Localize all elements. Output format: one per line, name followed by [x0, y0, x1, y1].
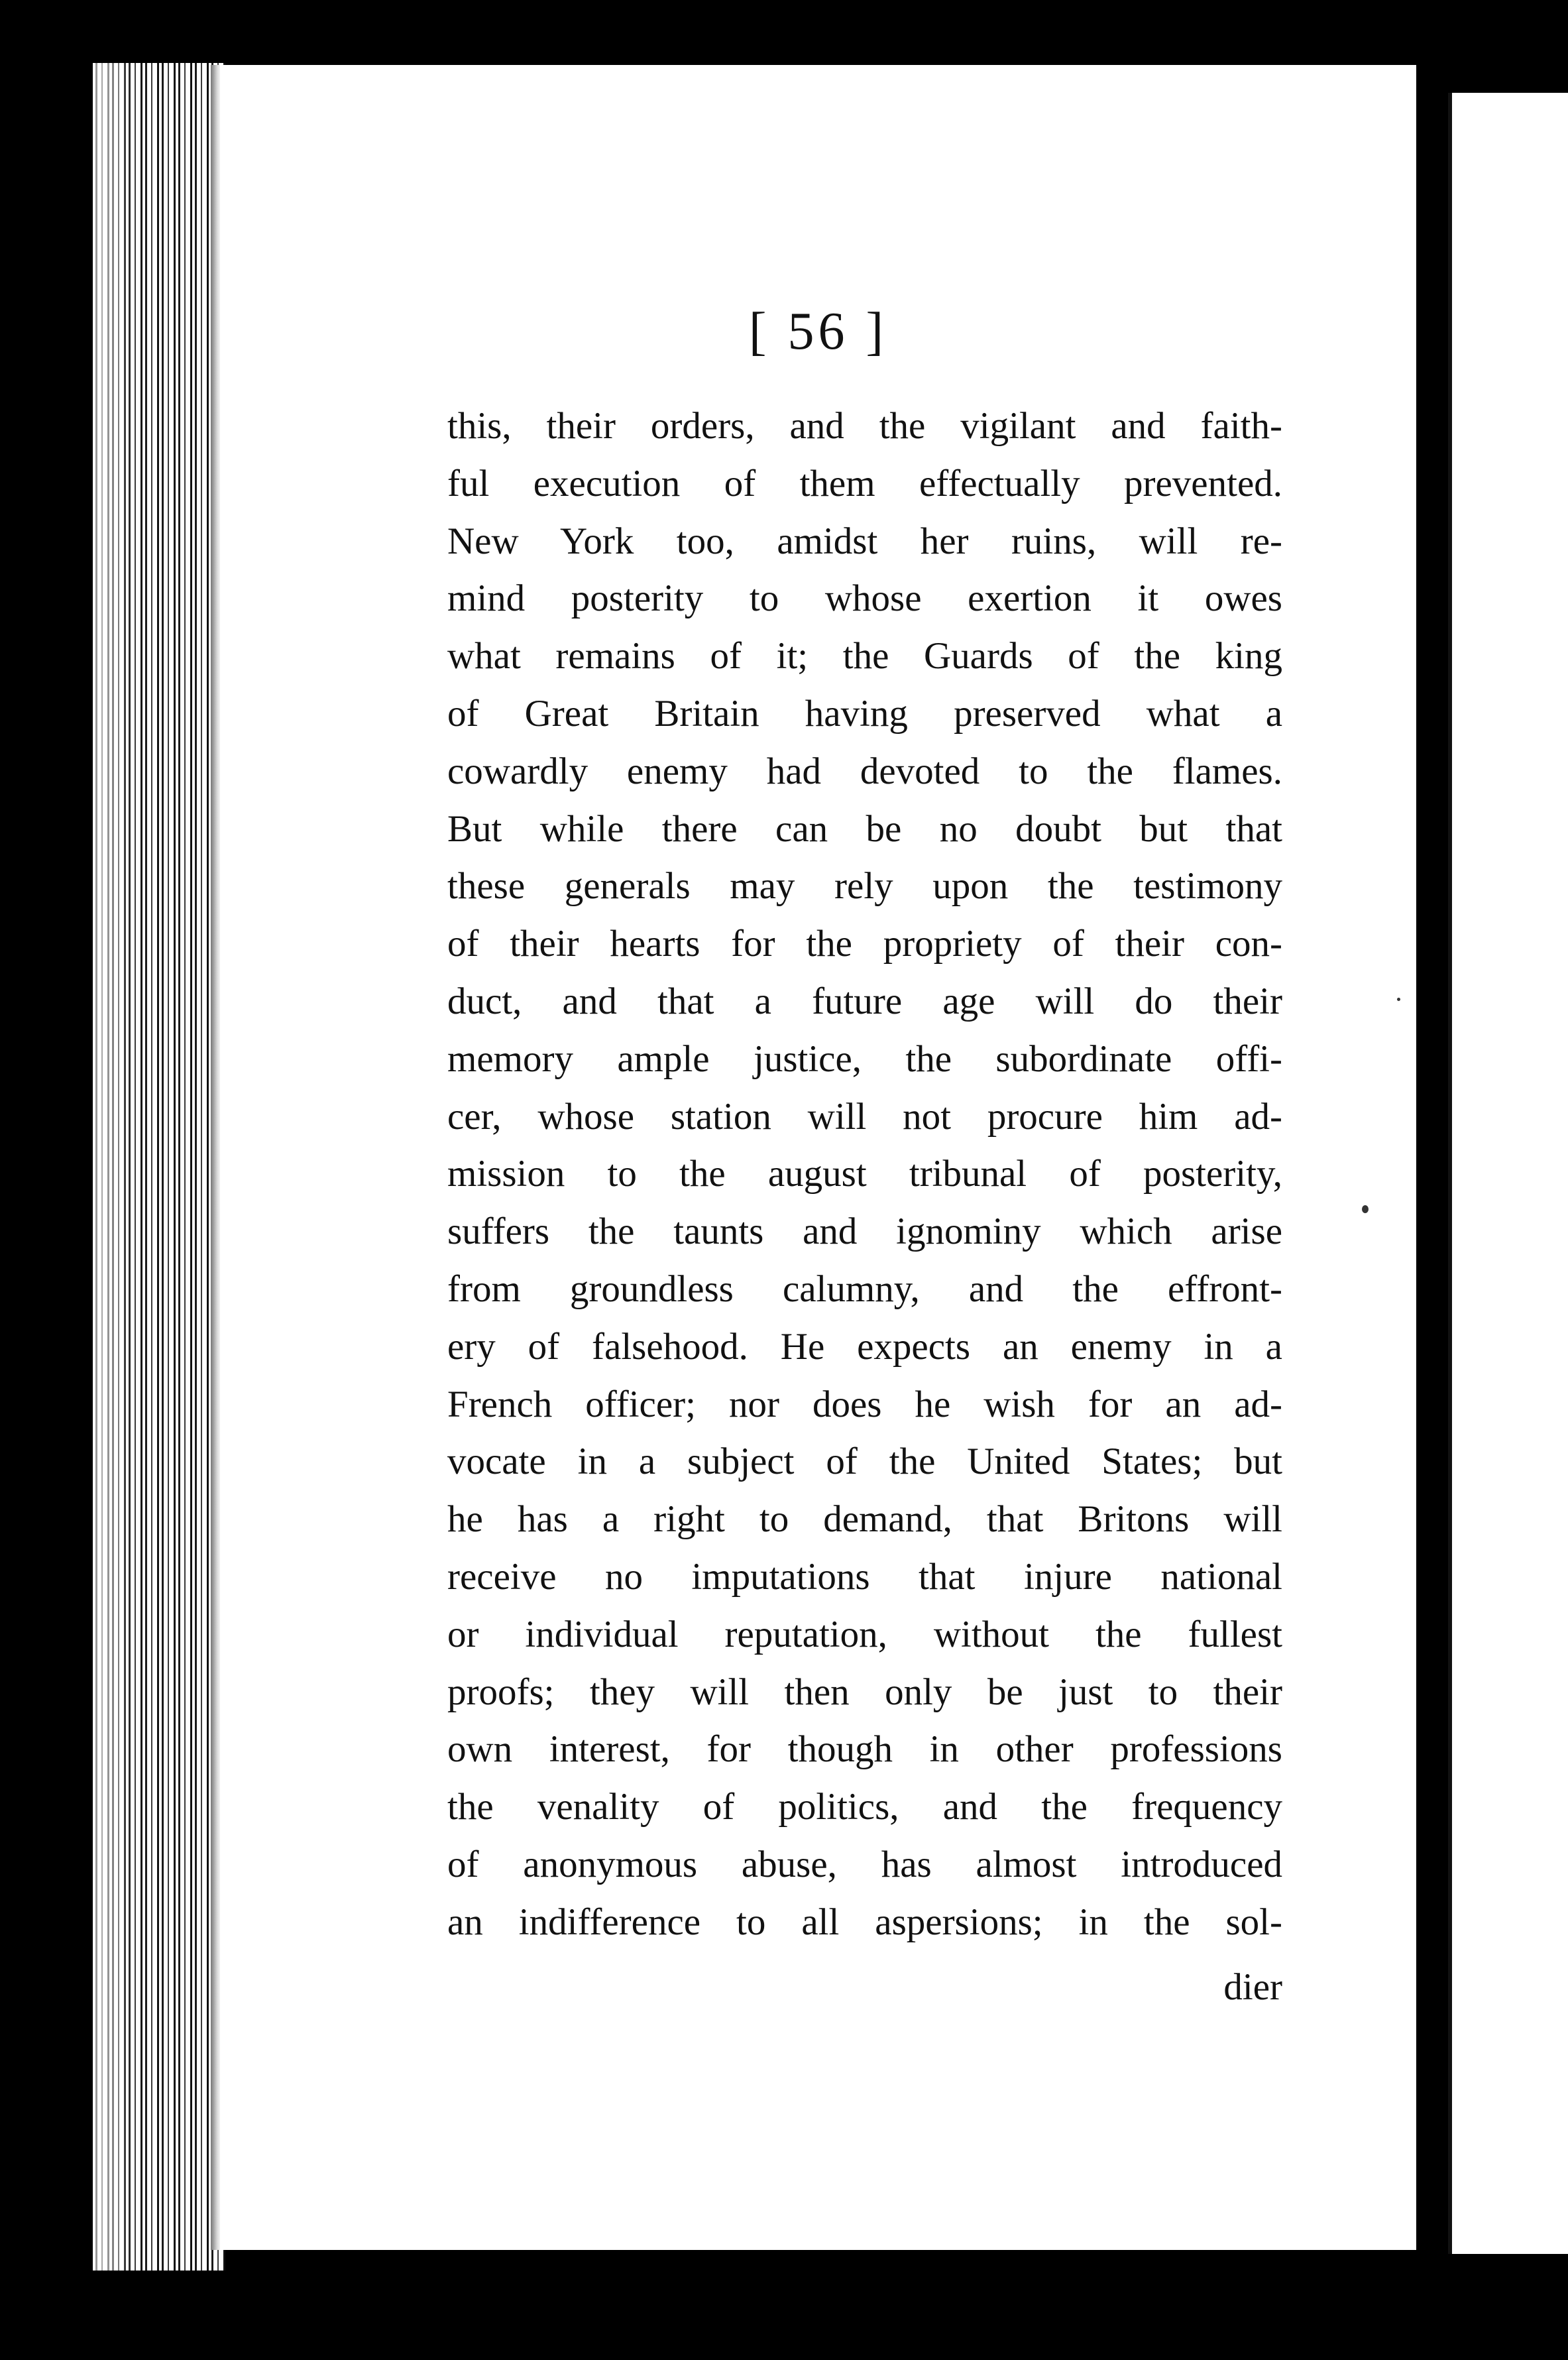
text-line: mission to the august tribunal of posterity,	[447, 1153, 1282, 1195]
text-line: French officer; nor does he wish for an ad-	[447, 1383, 1282, 1425]
body-text	[447, 398, 1282, 1952]
text-line: memory ample justice, the subordinate offi-	[447, 1037, 1282, 1080]
ink-speck	[1362, 1205, 1369, 1213]
text-line: of anonymous abuse, has almost introduced	[447, 1843, 1282, 1885]
text-line: duct, and that a future age will do their	[447, 980, 1282, 1022]
text-line: this, their orders, and the vigilant and faith-	[447, 405, 1282, 447]
text-line: an indifference to all aspersions; in the sol-	[447, 1901, 1282, 1943]
text-line: cer, whose station will not procure him ad-	[447, 1095, 1282, 1138]
text-line: or individual reputation, without the fullest	[447, 1613, 1282, 1655]
text-line: receive no imputations that injure national	[447, 1555, 1282, 1598]
text-line: mind posterity to whose exertion it owes	[447, 577, 1282, 620]
text-line: suffers the taunts and ignominy which arise	[447, 1210, 1282, 1253]
text-line: proofs; they will then only be just to their	[447, 1671, 1282, 1713]
text-line: New York too, amidst her ruins, will re-	[447, 520, 1282, 562]
text-line: the venality of politics, and the frequency	[447, 1786, 1282, 1828]
book-page-edges	[93, 63, 225, 2271]
text-line: from groundless calumny, and the effront-	[447, 1268, 1282, 1310]
facing-page-edge	[1448, 93, 1568, 2254]
text-line: own interest, for though in other professions	[447, 1728, 1282, 1771]
text-line: But while there can be no doubt but that	[447, 807, 1282, 850]
catchword: dier	[1223, 1966, 1282, 2008]
text-line: ery of falsehood. He expects an enemy in a	[447, 1325, 1282, 1368]
spine-shadow	[1416, 0, 1448, 2360]
text-line: what remains of it; the Guards of the king	[447, 635, 1282, 678]
text-line: he has a right to demand, that Britons will	[447, 1498, 1282, 1541]
page-number: [ 56 ]	[748, 302, 888, 361]
text-line: cowardly enemy had devoted to the flames.	[447, 750, 1282, 792]
text-line: of their hearts for the propriety of their con-	[447, 923, 1282, 965]
text-line: of Great Britain having preserved what a	[447, 692, 1282, 735]
text-line: ful execution of them effectually prevented.	[447, 462, 1282, 504]
text-line: vocate in a subject of the United States; but	[447, 1441, 1282, 1483]
ink-speck	[1397, 998, 1400, 1001]
text-line: these generals may rely upon the testimony	[447, 865, 1282, 908]
